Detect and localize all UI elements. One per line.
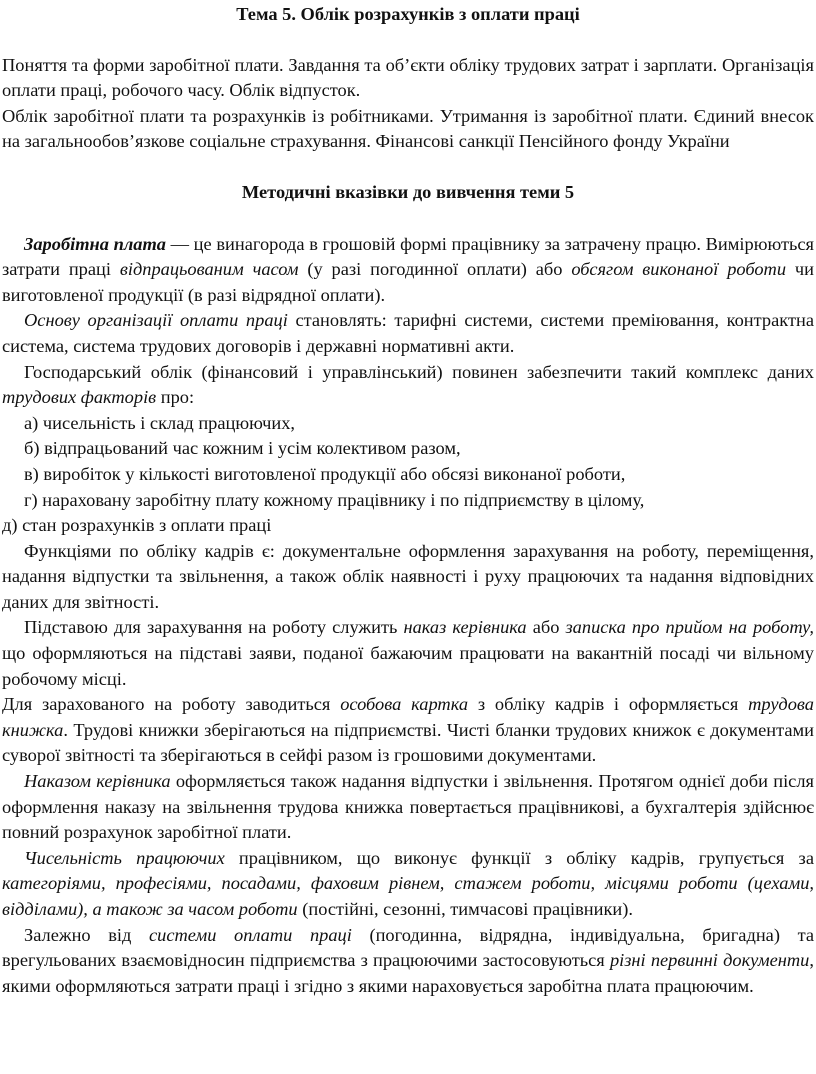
list-item: в) виробіток у кількості виготовленої продукції або обсязі виконаної роботи,	[24, 463, 626, 484]
list-item: г) нараховану заробітну плату кожному працівнику і по підприємству в цілому,	[24, 489, 645, 510]
intro-paragraph-2: Облік заробітної плати та розрахунків із робітниками. Утримання із заробітної плати. Єдиний внесок на загальнообов’язкове соціальне страхування. Фінансові санкції Пенсійного фонду України	[2, 105, 814, 152]
term-wage: Заробітна плата	[24, 233, 166, 254]
list-item: а) чисельність і склад працюючих,	[24, 412, 296, 433]
paragraph-personal-card: Для зарахованого на роботу заводиться особова картка з обліку кадрів і оформляється трудова книжка. Трудові книжки зберігаються на підприємстві. Чисті бланки трудових книжок є документами суворої звітності та зберігаються в сейфі разом із грошовими документами.	[2, 694, 814, 766]
paragraph-hr-functions: Функціями по обліку кадрів є: документальне оформлення зарахування на роботу, переміщення, надання відпустки та звільнення, а також облік наявності і руху працюючих та надання відповідних даних для звітності.	[2, 540, 814, 612]
intro-paragraph-1: Поняття та форми заробітної плати. Завдання та об’єкти обліку трудових затрат і зарплати. Організація оплати праці, робочого часу. Облік відпусток.	[2, 54, 814, 101]
paragraph-manager-order: Наказом керівника оформляється також надання відпустки і звільнення. Протягом однієї доби після оформлення наказу на звільнення трудова книжка повертається працівникові, а бухгалтерія здійснює повний розрахунок заробітної плати.	[2, 771, 814, 843]
page-title: Тема 5. Облік розрахунків з оплати праці	[236, 4, 580, 24]
labor-factors-list	[2, 411, 814, 539]
list-item: б) відпрацьований час кожним і усім колективом разом,	[24, 438, 461, 459]
section-title: Методичні вказівки до вивчення теми 5	[241, 181, 575, 202]
paragraph-staff-grouping: Чисельність працюючих працівником, що виконує функції з обліку кадрів, групується за категоріями, професіями, посадами, фаховим рівнем, стажем роботи, місцями роботи (цехами, відділами), а також за часом роботи (постійні, сезонні, тимчасові працівники).	[2, 847, 814, 919]
list-item: д) стан розрахунків з оплати праці	[2, 515, 272, 536]
paragraph-organization-basis: Основу організації оплати праці становлять: тарифні системи, системи преміювання, контрактна система, система трудових договорів і державні нормативні акти.	[2, 310, 814, 356]
paragraph-payment-systems: Залежно від системи оплати праці (погодинна, відрядна, індивідуальна, бригадна) та врегульованих взаємовідносин підприємства з працюючими застосовуються різні первинні документи, якими оформляються затрати праці і згідно з якими нараховується заробітна плата працюючим.	[2, 924, 814, 996]
paragraph-accounting-data: Господарський облік (фінансовий і управлінський) повинен забезпечити такий комплекс даних трудових факторів про:	[2, 361, 814, 408]
paragraph-wage-definition: Заробітна плата — це винагорода в грошовій формі працівнику за затрачену працю. Вимірюються затрати праці відпрацьованим часом (у разі погодинної оплати) або обсягом виконаної роботи чи виготовленої продукції (в разі відрядної оплати).	[2, 233, 814, 305]
paragraph-hiring-basis: Підставою для зарахування на роботу служить наказ керівника або записка про прийом на роботу, що оформляються на підставі заяви, поданої бажаючим працювати на вакантній посаді чи вільному робочому місці.	[2, 617, 814, 689]
